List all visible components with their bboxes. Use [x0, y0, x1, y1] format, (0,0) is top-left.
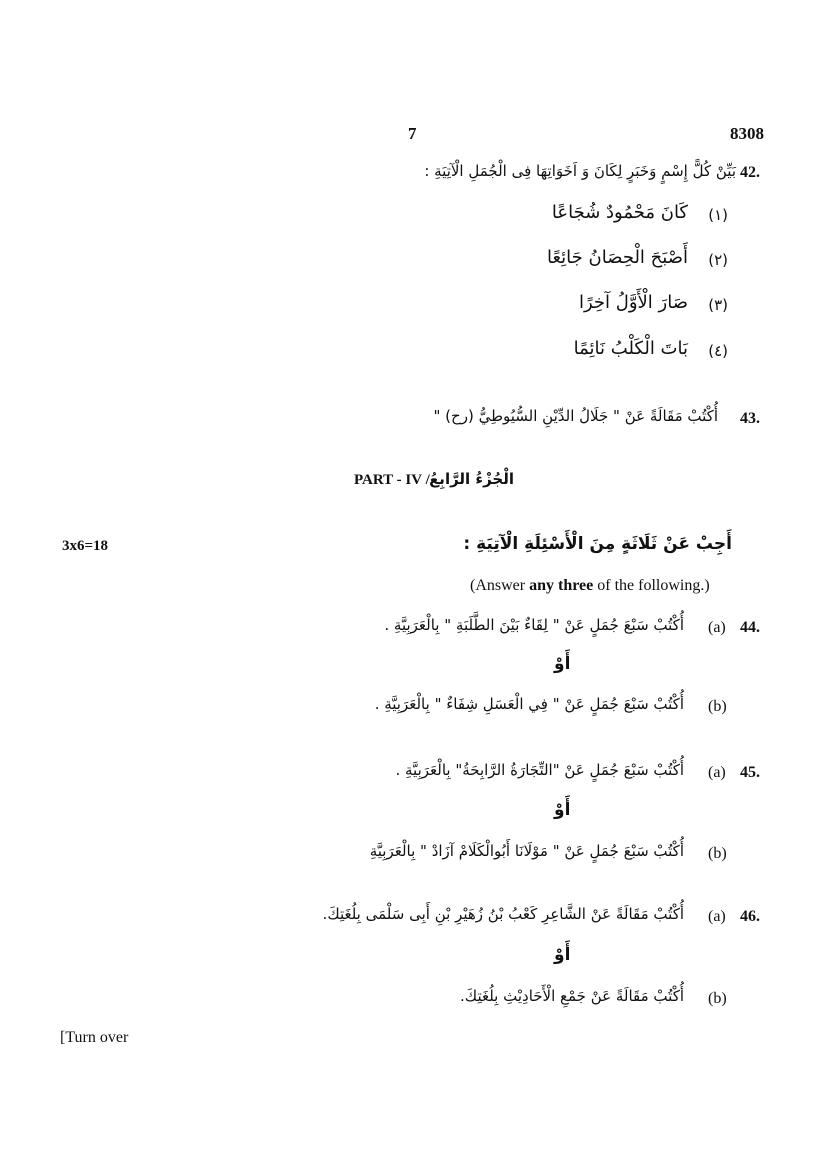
part-heading-arabic: الْجُزْءُ الرَّابِعُ [429, 470, 514, 488]
item-text: كَانَ مَحْمُودٌ شُجَاعًا [551, 202, 688, 223]
instruction-english: (Answer any three of the following.) [470, 577, 710, 594]
turn-over-note: [Turn over [60, 1029, 129, 1046]
question-text: بَيِّنْ كُلًّ إِسْمٍ وَخَبَرٍ لِكَانَ وَ اَخَوَاتِهَا فِى الْجُمَلِ الْآتِيَةِ : [424, 162, 736, 180]
instruction-arabic: أَجِبْ عَنْ ثَلَاثَةٍ مِنَ الْأَسْئِلَةِ الْآتِيَةِ : [463, 534, 732, 554]
question-number: 45. [740, 764, 760, 781]
part-heading: PART - IV / [354, 472, 430, 488]
marks-allocation: 3x6=18 [62, 538, 109, 554]
or-label: أَوْ [554, 945, 571, 965]
question-number: 43. [740, 410, 760, 427]
option-text: أُكْتُبْ سَبْعَ جُمَلٍ عَنْ " مَوْلَانَا أَبُوالْكَلَامْ آزَادْ " بِالْعَرَبِيَّةِ [369, 842, 684, 860]
item-text: صَارَ الْأَوَّلُ آخِرًا [578, 292, 688, 313]
page-number: 7 [408, 124, 417, 143]
question-number: 46. [740, 908, 760, 925]
item-label: (١) [708, 206, 728, 224]
question-number: 44. [740, 619, 760, 636]
item-label: (٢) [708, 251, 728, 269]
option-text: أُكْتُبْ سَبْعَ جُمَلٍ عَنْ " فِي الْعَسَلِ شِفَاءٌ " بِالْعَرَبِيَّةِ . [374, 695, 684, 713]
option-label: (b) [708, 990, 727, 1007]
item-text: بَاتَ الْكَلْبُ نَائِمًا [573, 338, 688, 359]
option-label: (a) [708, 619, 726, 636]
or-label: أَوْ [554, 654, 571, 674]
question-number: 42. [740, 164, 760, 181]
question-text: أُكْتُبْ مَقَالَةً عَنْ " جَلَالُ الدِّيْنِ السُّيُوطِيُّ (رح) " [433, 407, 718, 425]
option-text: أُكْتُبْ مَقَالَةً عَنْ جَمْعِ الْأَحَادِيْثِ بِلُغَتِكَ. [460, 987, 684, 1005]
item-label: (٣) [708, 296, 728, 314]
option-label: (a) [708, 908, 726, 925]
option-text: أُكْتُبْ سَبْعَ جُمَلٍ عَنْ " لِقَاءٌ بَيْنَ الطَّلَبَةِ " بِالْعَرَبِيَّةِ . [384, 616, 684, 634]
item-label: (٤) [708, 342, 728, 360]
option-label: (b) [708, 845, 727, 862]
option-text: أُكْتُبْ مَقَالَةً عَنْ الشَّاعِرِ كَعْبُ بْنُ زُهَيْرِ بْنِ أَبِى سَلْمَى بِلُغَتِكَ. [322, 905, 684, 923]
option-text: أُكْتُبْ سَبْعَ جُمَلٍ عَنْ "التِّجَارَةُ الرَّابِحَةُ" بِالْعَرَبِيَّةِ . [395, 761, 684, 779]
or-label: أَوْ [554, 800, 571, 820]
option-label: (a) [708, 764, 726, 781]
option-label: (b) [708, 698, 727, 715]
paper-code: 8308 [730, 124, 764, 143]
item-text: أَصْبَحَ الْحِصَانُ جَائِعًا [547, 247, 688, 268]
